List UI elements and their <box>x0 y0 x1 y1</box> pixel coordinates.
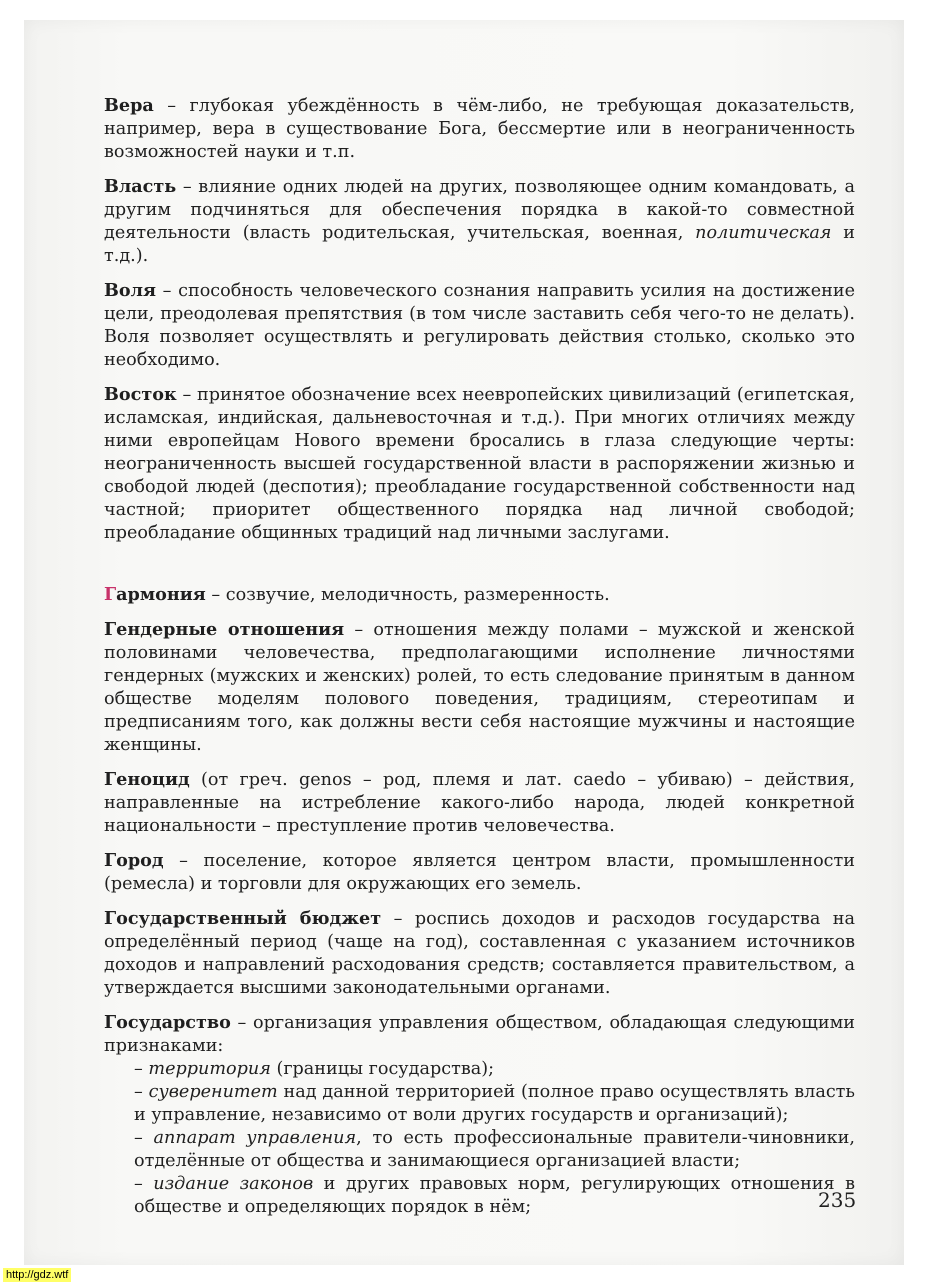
term: Город <box>104 850 164 871</box>
definition: – созвучие, мелодичность, размеренность. <box>205 585 610 605</box>
term: Государственный бюджет <box>104 908 382 929</box>
glossary-content <box>104 94 855 1219</box>
list-item-text: , то есть профессиональные правители-чиновники, отделённые от общества и занимающиеся организацией власти; <box>134 1128 855 1171</box>
term: Воля <box>104 280 157 301</box>
term: Гендерные отношения <box>104 619 345 640</box>
term-initial-letter: Г <box>104 584 117 605</box>
entry-gorod <box>104 849 855 896</box>
list-item <box>134 1127 855 1173</box>
term: Вера <box>104 95 154 116</box>
entry-gosudarstvo <box>104 1011 855 1058</box>
definition: – отношения между полами – мужской и женской половинами человечества, предполагающими исполнение личностями гендерных (мужских и женских) ролей, то есть следование принятым в данном обществе моделям полового поведения, традициям, стереотипам и предписаниям того, как должны вести себя настоящие мужчины и настоящие женщины. <box>104 620 855 755</box>
list-item-text: (границы государства); <box>270 1059 495 1079</box>
entry-gosudarstvennyi-byudzhet <box>104 907 855 1000</box>
list-item <box>134 1081 855 1127</box>
book-page <box>24 20 904 1265</box>
definition: (от греч. genos – род, племя и лат. caedo – убиваю) – действия, направленные на истребление какого-либо народа, людей конкретной национальности – преступление против человечества. <box>104 770 855 836</box>
definition: – способность человеческого сознания направить усилия на достижение цели, преодолевая препятствия (в том числе заставить себя чего-то не делать). Воля позволяет осуществлять и регулировать действия столько, сколько это необходимо. <box>104 281 855 370</box>
definition: – влияние одних людей на других, позволяющее одним командовать, а другим подчиняться для обеспечения порядка в какой-то совместной деятельности (власть родительская, учительская, военная, <box>104 177 855 243</box>
list-item <box>134 1058 855 1081</box>
list-item-term: – издание законов <box>134 1174 314 1194</box>
page-number: 235 <box>818 1188 857 1212</box>
list-item <box>134 1173 855 1219</box>
list-item-term: – суверенитет <box>134 1082 278 1102</box>
entry-garmoniya <box>104 583 855 607</box>
term: Государство <box>104 1012 231 1033</box>
definition: – поселение, которое является центром власти, промышленности (ремесла) и торговли для окружающих его земель. <box>104 851 855 894</box>
watermark-link[interactable]: http://gdz.wtf <box>3 1268 71 1282</box>
definition: – глубокая убеждённость в чём-либо, не требующая доказательств, например, вера в существование Бога, бессмертие или в неограниченность возможностей науки и т.п. <box>104 96 855 162</box>
definition: – принятое обозначение всех неевропейских цивилизаций (египетская, исламская, индийская, дальневосточная и т.д.). При многих отличиях между ними европейцам Нового времени бросались в глаза следующие черты: неограниченность высшей государственной власти в распоряжении жизнью и свободой людей (деспотия); преобладание государственной собственности над частной; приоритет общественного порядка над личной свободой; преобладание общинных традиций над личными заслугами. <box>104 385 855 543</box>
definition: – организация управления обществом, обладающая следующими признаками: <box>104 1013 855 1056</box>
term: Восток <box>104 384 177 405</box>
term: армония <box>116 584 206 605</box>
term: Власть <box>104 176 177 197</box>
list-item-term: – аппарат управления <box>134 1128 357 1148</box>
definition-italic: политическая <box>695 223 832 243</box>
definition-tail: и т.д.). <box>104 223 856 266</box>
term: Геноцид <box>104 769 190 790</box>
entry-gendernye-otnosheniya <box>104 618 855 757</box>
entry-vera <box>104 94 855 164</box>
entry-volya <box>104 279 855 372</box>
definition: – роспись доходов и расходов государства на определённый период (чаще на год), составленная с указанием источников доходов и направлений расходования средств; составляется правительством, а утверждается высшими законодательными органами. <box>104 909 856 998</box>
entry-vlast <box>104 175 855 268</box>
entry-genotsid <box>104 768 855 838</box>
list-item-text: и других правовых норм, регулирующих отношения в обществе и определяющих порядок в нём; <box>134 1174 855 1217</box>
state-features-list <box>104 1058 855 1219</box>
entry-vostok <box>104 383 855 545</box>
list-item-term: – территория <box>134 1059 271 1079</box>
list-item-text: над данной территорией (полное право осуществлять власть и управление, независимо от воли других государств и организаций); <box>134 1082 855 1125</box>
